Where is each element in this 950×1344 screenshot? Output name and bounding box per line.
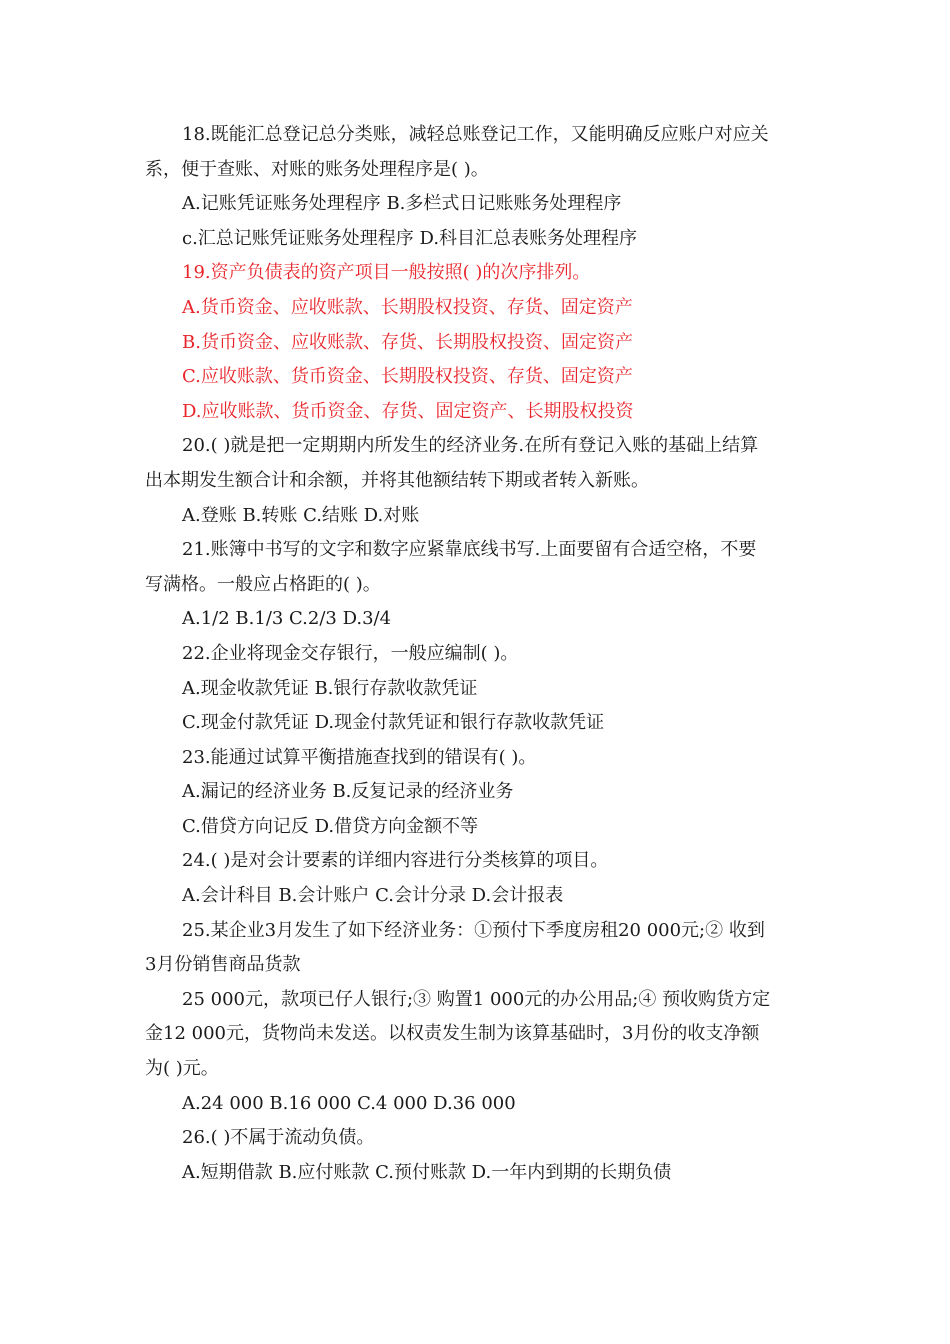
text-line: 25.某企业3月发生了如下经济业务：①预付下季度房租20 000元;② 收到 xyxy=(182,919,765,941)
text-line: c.汇总记账凭证账务处理程序 D.科目汇总表账务处理程序 xyxy=(182,227,638,249)
text-line: 24.( )是对会计要素的详细内容进行分类核算的项目。 xyxy=(182,850,609,872)
text-line: C.应收账款、货币资金、长期股权投资、存货、固定资产 xyxy=(182,366,633,388)
text-line: 20.( )就是把一定期期内所发生的经济业务.在所有登记入账的基础上结算 xyxy=(182,435,759,457)
text-line: A.现金收款凭证 B.银行存款收款凭证 xyxy=(182,677,478,699)
text-line: A.会计科目 B.会计账户 C.会计分录 D.会计报表 xyxy=(182,885,564,907)
text-line: A.记账凭证账务处理程序 B.多栏式日记账账务处理程序 xyxy=(182,193,622,215)
text-line: 22.企业将现金交存银行，一般应编制( )。 xyxy=(182,642,519,664)
text-line: 为( )元。 xyxy=(145,1058,219,1080)
text-line: A.1/2 B.1/3 C.2/3 D.3/4 xyxy=(182,608,392,630)
text-line: B.货币资金、应收账款、存货、长期股权投资、固定资产 xyxy=(182,331,633,353)
question-list xyxy=(145,118,810,1190)
text-line: A.货币资金、应收账款、长期股权投资、存货、固定资产 xyxy=(182,296,633,318)
text-line: 21.账簿中书写的文字和数字应紧靠底线书写.上面要留有合适空格，不要 xyxy=(182,539,757,561)
text-line: 出本期发生额合计和余额，并将其他额结转下期或者转入新账。 xyxy=(145,469,649,491)
text-line: 23.能通过试算平衡措施查找到的错误有( )。 xyxy=(182,746,537,768)
text-line: 26.( )不属于流动负债。 xyxy=(182,1127,375,1149)
text-line: 25 000元，款项已仔人银行;③ 购置1 000元的办公用品;④ 预收购货方定 xyxy=(182,988,771,1010)
text-line: 金12 000元，货物尚未发送。以权责发生制为该算基础时，3月份的收支净额 xyxy=(145,1023,760,1045)
text-line: 18.既能汇总登记总分类账，减轻总账登记工作，又能明确反应账户对应关 xyxy=(182,124,769,145)
text-line: 系，便于查账、对账的账务处理程序是( )。 xyxy=(145,158,489,180)
text-line: A.短期借款 B.应付账款 C.预付账款 D.一年内到期的长期负债 xyxy=(182,1161,672,1183)
text-line: 3月份销售商品货款 xyxy=(145,954,301,976)
text-line: A.漏记的经济业务 B.反复记录的经济业务 xyxy=(182,781,514,803)
text-line: C.借贷方向记反 D.借贷方向金额不等 xyxy=(182,815,479,837)
text-line: A.24 000 B.16 000 C.4 000 D.36 000 xyxy=(182,1092,516,1114)
text-line: 写满格。一般应占格距的( )。 xyxy=(145,573,381,595)
text-line: 19.资产负债表的资产项目一般按照( )的次序排列。 xyxy=(182,262,591,284)
text-line: C.现金付款凭证 D.现金付款凭证和银行存款收款凭证 xyxy=(182,712,605,734)
text-line: D.应收账款、货币资金、存货、固定资产、长期股权投资 xyxy=(182,400,634,422)
text-line: A.登账 B.转账 C.结账 D.对账 xyxy=(182,504,420,526)
